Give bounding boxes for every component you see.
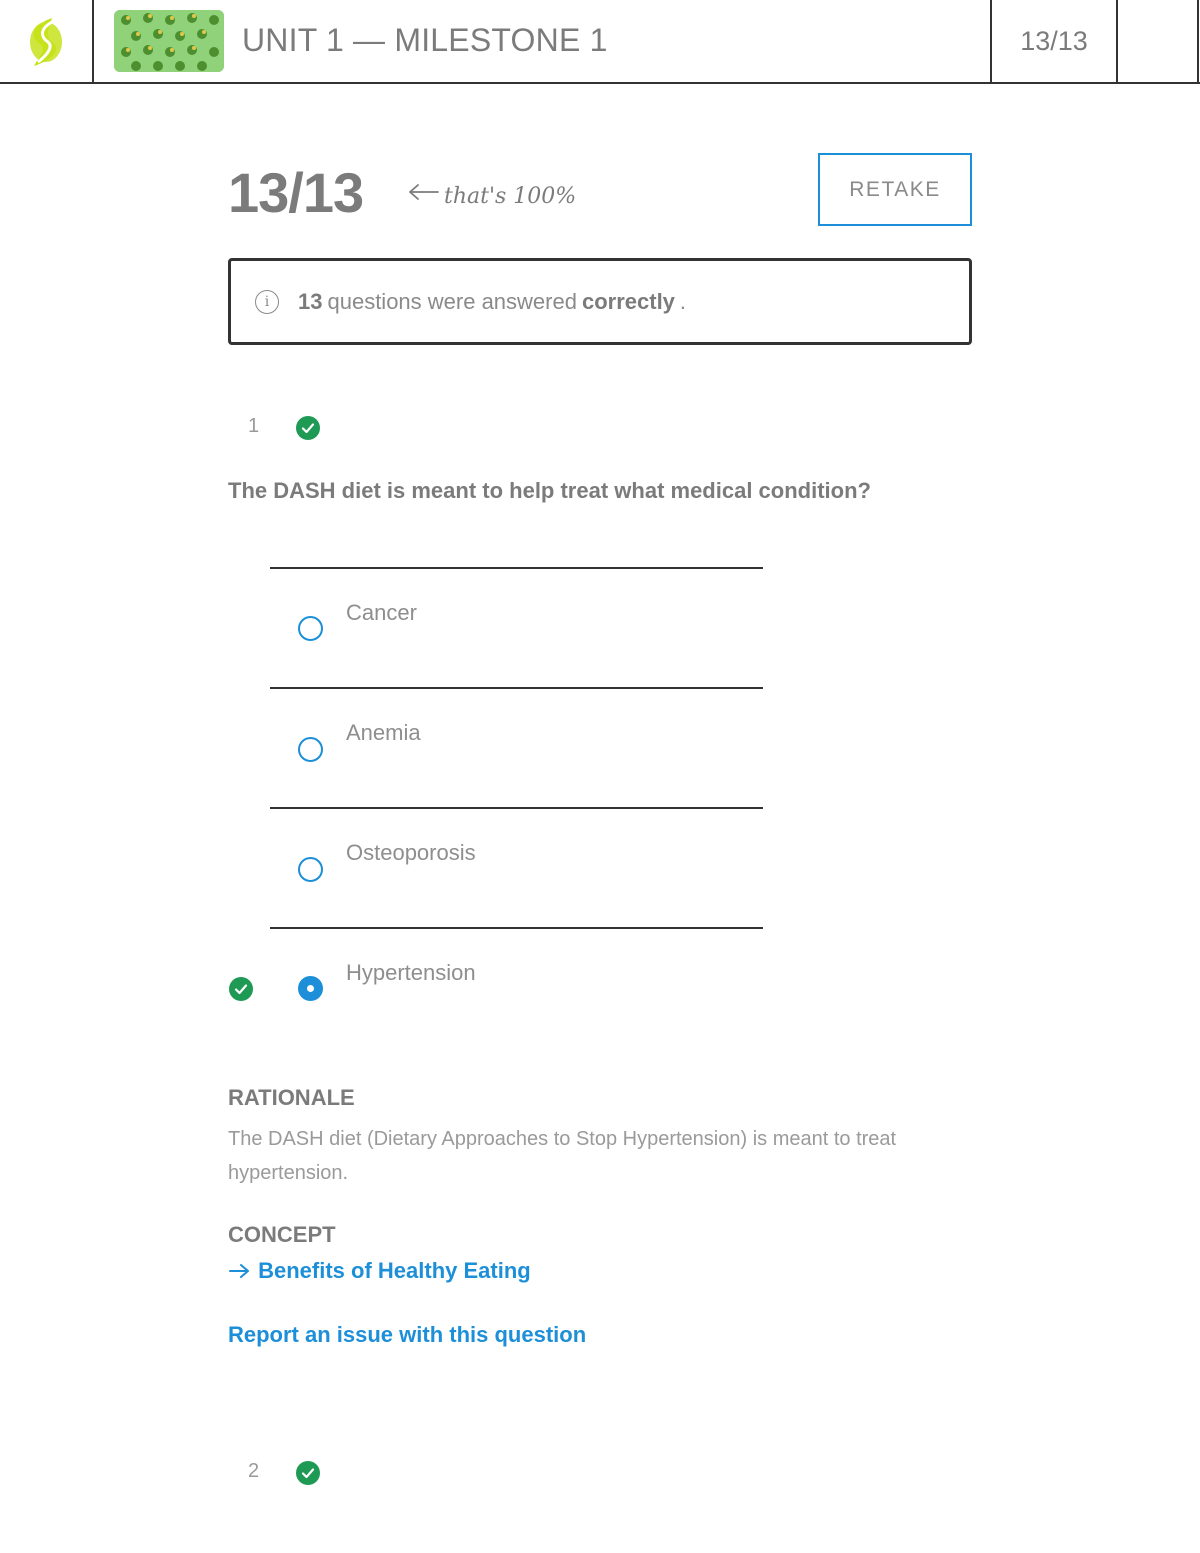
answer-label[interactable]: Osteoporosis [346, 840, 476, 865]
question-number: 1 [248, 415, 260, 437]
answer-label[interactable]: Anemia [346, 720, 421, 745]
report-issue-link[interactable]: Report an issue with this question [228, 1322, 587, 1347]
rationale-heading: RATIONALE [228, 1085, 355, 1110]
header-divider [92, 0, 94, 83]
summary-text: questions were answered [327, 288, 577, 314]
summary-emphasis: correctly [581, 288, 675, 314]
answer-divider [270, 807, 763, 809]
check-circle-icon [229, 977, 253, 1001]
results-summary [228, 258, 972, 345]
retake-button[interactable]: RETAKE [818, 153, 972, 226]
header-divider [1197, 0, 1199, 83]
percent-note [406, 182, 576, 210]
course-thumbnail [114, 10, 224, 72]
answer-radio-cancer[interactable] [298, 616, 323, 641]
question-number: 2 [248, 1460, 260, 1482]
percent-note-text: that's 100% [444, 183, 577, 209]
summary-period: . [679, 288, 687, 314]
curved-arrow-left-icon [406, 182, 440, 210]
header-score: 13/13 [1020, 26, 1088, 56]
sophia-logo-icon[interactable] [22, 14, 70, 70]
correct-count: 13 [298, 288, 323, 314]
answer-divider [270, 567, 763, 569]
info-icon: i [255, 290, 279, 314]
total-score: 13/13 [228, 161, 364, 224]
answer-divider [270, 687, 763, 689]
check-circle-icon [296, 1461, 320, 1485]
concept-link-label[interactable]: Benefits of Healthy Eating [258, 1258, 531, 1283]
arrow-right-icon [228, 1258, 258, 1283]
answer-radio-hypertension[interactable] [298, 976, 323, 1001]
top-bar [0, 0, 1200, 84]
concept-link[interactable] [228, 1258, 531, 1284]
concept-heading: CONCEPT [228, 1222, 336, 1247]
answer-radio-osteoporosis[interactable] [298, 857, 323, 882]
question-prompt: The DASH diet is meant to help treat what medical condition? [228, 478, 871, 503]
check-circle-icon [296, 416, 320, 440]
answer-radio-anemia[interactable] [298, 737, 323, 762]
answer-label[interactable]: Hypertension [346, 960, 476, 985]
rationale-text: The DASH diet (Dietary Approaches to Stop Hypertension) is meant to treat hypertension. [228, 1128, 897, 1184]
unit-title: UNIT 1 — MILESTONE 1 [242, 22, 608, 58]
answer-divider [270, 927, 763, 929]
header-divider [1116, 0, 1118, 83]
answer-label[interactable]: Cancer [346, 600, 417, 625]
